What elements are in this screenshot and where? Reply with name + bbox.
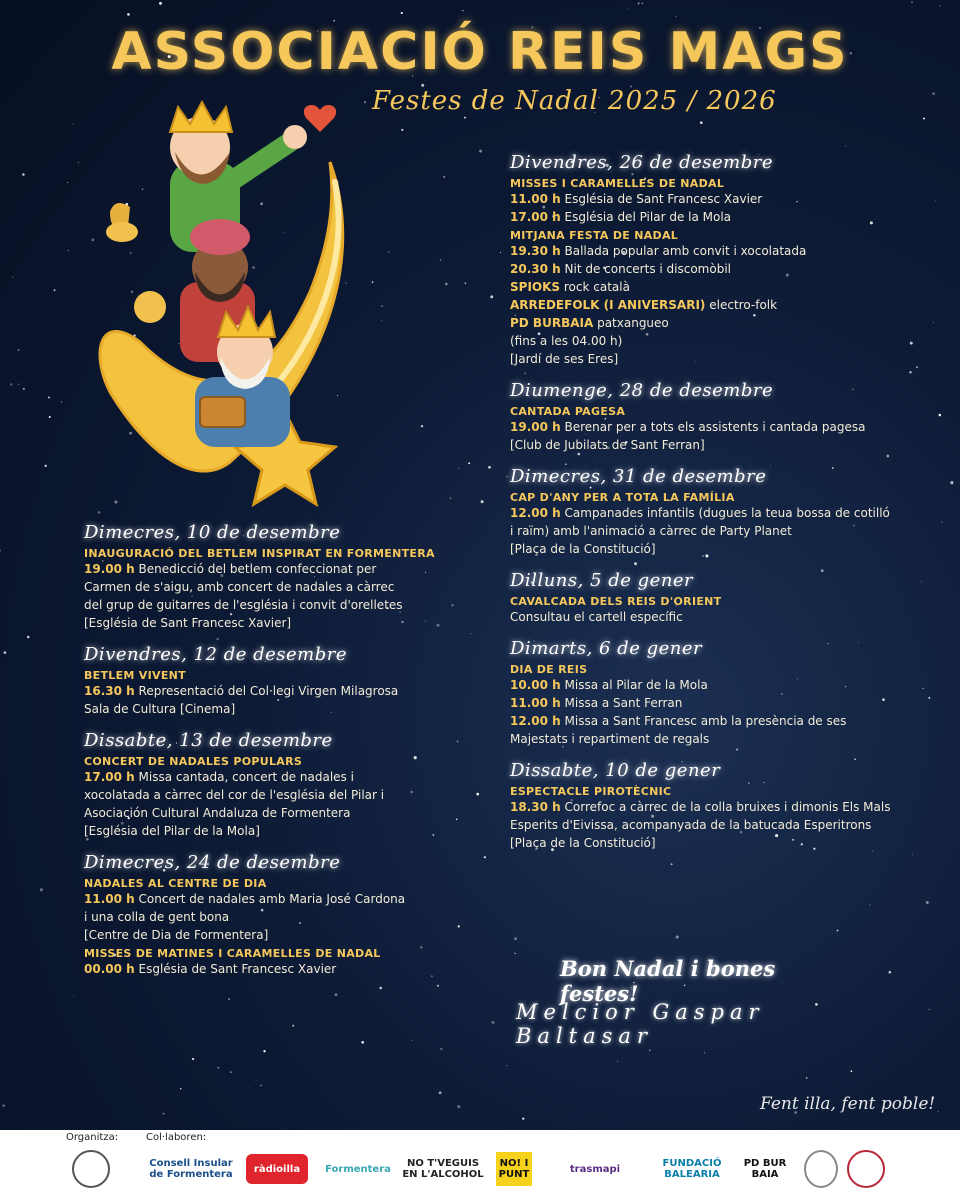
star-dot xyxy=(889,971,892,974)
event-text: del grup de guitarres de l'església i convit d'orelletes xyxy=(84,598,403,612)
star-dot xyxy=(457,1105,460,1108)
star-dot xyxy=(676,16,677,17)
star-dot xyxy=(401,12,403,14)
event-text: Correfoc a càrrec de la colla bruixes i dimonis Els Mals xyxy=(564,800,891,814)
star-dot xyxy=(180,1088,181,1089)
event-text: Missa a Sant Francesc amb la presència de ses xyxy=(564,714,847,728)
star-dot xyxy=(67,182,68,183)
fundacio-balearia-logo: FUNDACIÓ BALEARIA xyxy=(662,1158,722,1180)
star-dot xyxy=(22,173,25,176)
event-text: xocolatada a càrrec del cor de l'església del Pilar i xyxy=(84,788,385,802)
event-text: Nit de concerts i discomòbil xyxy=(564,262,731,276)
day-block xyxy=(84,730,444,840)
event-line xyxy=(84,908,444,926)
trasmapi-logo: trasmapi xyxy=(569,1163,621,1175)
event-line xyxy=(510,242,950,260)
collab-logo-a-logo xyxy=(804,1144,838,1194)
star-dot xyxy=(263,1050,265,1052)
star-dot xyxy=(192,1058,194,1060)
event-time: 00.00 h xyxy=(84,962,135,976)
right-schedule-column xyxy=(510,152,950,864)
day-title: Dissabte, 13 de desembre xyxy=(84,730,333,751)
star-dot xyxy=(932,92,935,95)
star-dot xyxy=(282,1128,283,1129)
event-time: 12.00 h xyxy=(510,714,561,728)
star-dot xyxy=(939,5,940,6)
star-dot xyxy=(911,1,913,3)
event-text: electro-folk xyxy=(709,298,778,312)
star-dot xyxy=(806,1077,808,1079)
event-line xyxy=(510,504,950,522)
event-text: Missa cantada, concert de nadales i xyxy=(138,770,354,784)
day-block xyxy=(510,638,950,748)
event-time: 19.00 h xyxy=(510,420,561,434)
slogan-text: Fent illa, fent poble! xyxy=(760,1094,936,1114)
event-line xyxy=(510,676,950,694)
formentera-logo: Formentera xyxy=(325,1163,391,1175)
event-title: CAVALCADA DELS REIS D'ORIENT xyxy=(510,595,722,608)
event-line xyxy=(510,694,950,712)
star-dot xyxy=(500,252,501,253)
star-dot xyxy=(476,793,479,796)
no-i-punt-logo: NO! I PUNT xyxy=(496,1152,532,1186)
star-dot xyxy=(335,993,338,996)
star-dot xyxy=(364,101,366,103)
star-dot xyxy=(230,1071,231,1072)
star-dot xyxy=(361,1041,364,1044)
event-title: CAP D'ANY PER A TOTA LA FAMÍLIA xyxy=(510,491,735,504)
event-text: rock català xyxy=(563,280,630,294)
radioilla-logo: ràdioilla xyxy=(246,1154,308,1184)
event-title: DIA DE REIS xyxy=(510,663,588,676)
event-text: i raïm) amb l'animació a càrrec de Party Planet xyxy=(510,524,792,538)
star-dot xyxy=(470,633,471,634)
event-text: Benedicció del betlem confeccionat per xyxy=(138,562,377,576)
star-dot xyxy=(260,1084,262,1086)
day-block xyxy=(510,760,950,852)
event-text: Representació del Col·legi Virgen Milagrosa xyxy=(138,684,399,698)
star-dot xyxy=(27,636,30,639)
event-time: 16.30 h xyxy=(84,684,135,698)
day-title: Divendres, 26 de desembre xyxy=(510,152,773,173)
event-line xyxy=(510,712,950,730)
day-title: Dilluns, 5 de gener xyxy=(510,570,694,591)
star-dot xyxy=(458,925,460,927)
event-time: 11.00 h xyxy=(510,696,561,710)
event-line xyxy=(84,804,444,822)
event-line xyxy=(510,260,950,278)
event-time: ARREDEFOLK (I ANIVERSARI) xyxy=(510,298,706,312)
event-text: Carmen de s'aigu, amb concert de nadales a càrrec xyxy=(84,580,395,594)
organizer-seal-logo xyxy=(66,1144,116,1194)
star-dot xyxy=(292,1025,294,1027)
star-dot xyxy=(628,8,629,9)
event-title: CONCERT DE NADALES POPULARS xyxy=(84,755,303,768)
event-title: MITJANA FESTA DE NADAL xyxy=(510,229,679,242)
star-dot xyxy=(48,397,50,399)
event-text: Majestats i repartiment de regals xyxy=(510,732,710,746)
greeting-text: Bon Nadal i bones festes! xyxy=(560,956,776,1006)
star-dot xyxy=(479,150,482,153)
consell-insular-logo: Consell Insular de Formentera xyxy=(149,1158,233,1180)
star-dot xyxy=(845,145,846,146)
event-title: MISSES DE MATINES I CARAMELLES DE NADAL xyxy=(84,947,381,960)
star-dot xyxy=(491,1021,494,1024)
star-dot xyxy=(2,1104,4,1106)
event-time: 11.00 h xyxy=(510,192,561,206)
star-dot xyxy=(851,1070,853,1072)
day-title: Dimecres, 10 de desembre xyxy=(84,522,341,543)
event-title: BETLEM VIVENT xyxy=(84,669,186,682)
day-title: Dimarts, 6 de gener xyxy=(510,638,703,659)
event-text: Concert de nadales amb Maria José Cardona xyxy=(138,892,406,906)
day-title: Diumenge, 28 de desembre xyxy=(510,380,774,401)
event-line xyxy=(510,350,950,368)
event-time: 10.00 h xyxy=(510,678,561,692)
star-dot xyxy=(506,1065,507,1066)
event-text: (fins a les 04.00 h) xyxy=(510,334,623,348)
star-dot xyxy=(837,930,839,932)
star-dot xyxy=(18,384,19,385)
collab-logo-b-logo xyxy=(846,1144,886,1194)
day-block xyxy=(84,852,444,978)
star-dot xyxy=(401,129,403,131)
star-dot xyxy=(704,1052,705,1053)
event-text: Berenar per a tots els assistents i cantada pagesa xyxy=(564,420,866,434)
no-tveguis-logo: NO T'VEGUIS EN L'ALCOHOL xyxy=(402,1158,484,1180)
star-dot xyxy=(381,305,383,307)
event-text: i una colla de gent bona xyxy=(84,910,230,924)
event-text: Missa a Sant Ferran xyxy=(564,696,683,710)
sponsor-footer xyxy=(0,1130,960,1200)
star-dot xyxy=(929,1009,930,1010)
event-text: patxangueo xyxy=(597,316,669,330)
event-line xyxy=(510,834,950,852)
day-block xyxy=(510,570,950,626)
event-title: CANTADA PAGESA xyxy=(510,405,626,418)
event-time: 11.00 h xyxy=(84,892,135,906)
star-dot xyxy=(73,123,74,124)
day-title: Divendres, 12 de desembre xyxy=(84,644,347,665)
event-text: Església de Sant Francesc Xavier xyxy=(564,192,763,206)
star-dot xyxy=(870,904,871,905)
event-line xyxy=(84,560,444,578)
event-text: Esperits d'Eivissa, acompanyada de la batucada Esperitrons xyxy=(510,818,872,832)
event-title: NADALES AL CENTRE DE DIA xyxy=(84,877,267,890)
day-block xyxy=(84,522,444,632)
star-dot xyxy=(464,117,466,119)
event-text: Missa al Pilar de la Mola xyxy=(564,678,708,692)
star-dot xyxy=(481,500,484,503)
star-dot xyxy=(522,1117,524,1119)
star-dot xyxy=(443,176,445,178)
star-dot xyxy=(44,465,46,467)
star-dot xyxy=(950,481,953,484)
event-line xyxy=(510,278,950,296)
star-dot xyxy=(445,283,448,286)
event-time: 18.30 h xyxy=(510,800,561,814)
event-time: 12.00 h xyxy=(510,506,561,520)
star-dot xyxy=(937,1111,938,1112)
star-dot xyxy=(217,1067,219,1069)
star-dot xyxy=(78,162,79,163)
star-dot xyxy=(490,295,493,298)
event-title: MISSES I CARAMELLES DE NADAL xyxy=(510,177,725,190)
event-line xyxy=(84,768,444,786)
star-dot xyxy=(638,2,640,4)
star-dot xyxy=(40,888,43,891)
star-dot xyxy=(54,289,56,291)
star-dot xyxy=(412,1040,413,1041)
star-dot xyxy=(421,425,423,427)
star-dot xyxy=(649,1050,650,1051)
event-title: ESPECTACLE PIROTÈCNIC xyxy=(510,785,672,798)
star-dot xyxy=(506,476,507,477)
event-line xyxy=(510,730,950,748)
star-dot xyxy=(462,10,463,11)
event-line xyxy=(510,816,950,834)
star-dot xyxy=(0,550,1,552)
event-line xyxy=(510,418,950,436)
star-dot xyxy=(74,995,75,996)
day-title: Dimecres, 24 de desembre xyxy=(84,852,341,873)
collaborators-label: Col·laboren: xyxy=(146,1132,207,1143)
event-line xyxy=(84,926,444,944)
star-dot xyxy=(458,468,459,469)
star-dot xyxy=(4,651,7,654)
pd-burbaia-logo: PD BUR BAIA xyxy=(743,1158,787,1180)
event-text: Consultau el cartell específic xyxy=(510,610,683,624)
event-title: INAUGURACIÓ DEL BETLEM INSPIRAT EN FORMENTERA xyxy=(84,547,435,560)
event-text: Campanades infantils (dugues la teua bossa de cotilló xyxy=(564,506,890,520)
event-line xyxy=(510,314,950,332)
star-dot xyxy=(10,383,12,385)
event-text: Església del Pilar de la Mola xyxy=(564,210,732,224)
star-dot xyxy=(12,277,13,278)
event-text: [Església del Pilar de la Mola] xyxy=(84,824,260,838)
event-time: 19.00 h xyxy=(84,562,135,576)
event-time: 19.30 h xyxy=(510,244,561,258)
event-line xyxy=(84,614,444,632)
star-dot xyxy=(439,1091,442,1094)
star-dot xyxy=(388,251,390,253)
star-dot xyxy=(923,118,925,120)
star-dot xyxy=(372,281,374,283)
left-schedule-column xyxy=(84,522,444,990)
day-block xyxy=(510,152,950,368)
star-dot xyxy=(514,937,517,940)
three-kings-illustration xyxy=(80,92,360,512)
star-dot xyxy=(676,935,679,938)
star-dot xyxy=(381,320,382,321)
star-dot xyxy=(61,401,62,402)
star-dot xyxy=(450,497,452,499)
event-text: [Plaça de la Constitució] xyxy=(510,542,656,556)
event-line xyxy=(84,682,444,700)
event-time: SPIOKS xyxy=(510,280,561,294)
event-line xyxy=(510,332,950,350)
event-time: 20.30 h xyxy=(510,262,561,276)
day-block xyxy=(510,380,950,454)
star-dot xyxy=(17,349,19,351)
star-dot xyxy=(159,2,162,5)
day-block xyxy=(84,644,444,718)
poster-subtitle: Festes de Nadal 2025 / 2026 xyxy=(372,86,777,116)
event-line xyxy=(510,296,950,314)
event-line xyxy=(510,436,950,454)
star-dot xyxy=(488,466,491,469)
star-dot xyxy=(256,1080,257,1081)
kings-signature: Melcior Gaspar Baltasar xyxy=(516,1000,765,1048)
event-line xyxy=(510,208,950,226)
event-text: Ballada popular amb convit i xocolatada xyxy=(564,244,807,258)
star-dot xyxy=(440,259,441,260)
event-text: [Església de Sant Francesc Xavier] xyxy=(84,616,292,630)
star-dot xyxy=(515,953,516,954)
event-text: [Centre de Dia de Formentera] xyxy=(84,928,269,942)
event-time: PD BURBAIA xyxy=(510,316,594,330)
event-line xyxy=(84,700,444,718)
star-dot xyxy=(484,856,486,858)
event-line xyxy=(510,522,950,540)
event-line xyxy=(84,578,444,596)
star-dot xyxy=(49,416,51,418)
organizer-label: Organitza: xyxy=(66,1132,119,1143)
event-time: 17.00 h xyxy=(84,770,135,784)
event-text: [Plaça de la Constitució] xyxy=(510,836,656,850)
event-line xyxy=(84,960,444,978)
event-line xyxy=(84,786,444,804)
star-dot xyxy=(457,740,459,742)
star-dot xyxy=(465,282,467,284)
star-dot xyxy=(23,388,25,390)
event-line xyxy=(84,596,444,614)
star-dot xyxy=(163,1113,165,1115)
event-text: [Jardí de ses Eres] xyxy=(510,352,619,366)
event-time: 17.00 h xyxy=(510,210,561,224)
event-line xyxy=(84,890,444,908)
event-text: [Club de Jubilats de Sant Ferran] xyxy=(510,438,705,452)
star-dot xyxy=(127,13,130,16)
event-text: Sala de Cultura [Cinema] xyxy=(84,702,236,716)
event-line xyxy=(84,822,444,840)
star-dot xyxy=(617,1061,618,1062)
star-dot xyxy=(468,462,470,464)
star-dot xyxy=(926,901,929,904)
event-text: Església de Sant Francesc Xavier xyxy=(138,962,337,976)
day-title: Dimecres, 31 de desembre xyxy=(510,466,767,487)
star-dot xyxy=(456,819,457,820)
star-dot xyxy=(228,998,230,1000)
day-title: Dissabte, 10 de gener xyxy=(510,760,721,781)
star-dot xyxy=(68,250,69,251)
star-dot xyxy=(440,1048,442,1050)
star-dot xyxy=(642,3,643,4)
event-line xyxy=(510,190,950,208)
star-dot xyxy=(451,604,453,606)
event-line xyxy=(510,798,950,816)
event-text: Asociación Cultural Andaluza de Formentera xyxy=(84,806,351,820)
poster-title: ASSOCIACIÓ REIS MAGS xyxy=(111,22,849,82)
day-block xyxy=(510,466,950,558)
star-dot xyxy=(700,121,703,124)
event-line xyxy=(510,540,950,558)
event-line xyxy=(510,608,950,626)
